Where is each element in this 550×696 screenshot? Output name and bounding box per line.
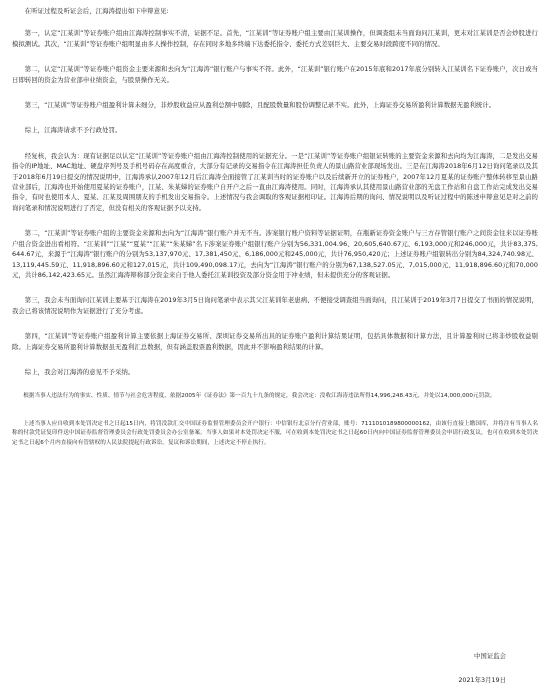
argument-second-paragraph: 第二，认定“江某训”等证券账户组资金主要来源和去向为“江海涛”银行账户与事实不符。此外，“江某训”银行账户在2015年底和2017年底分别转入江某训名下证券账户，次日或当日即转回的资金为营业部申业绩资金，与股票操作无关。 <box>12 65 538 84</box>
spacer <box>12 136 538 151</box>
argument-third-paragraph: 第三，“江某训”等证券账户组盈利计算未细分，非炒股收益应从盈利总额中剔除，且配股数量和股份调整记录不实。此外，上海证券交易所盈利计算数据无盈利统计。 <box>24 101 496 110</box>
spacer <box>12 49 538 64</box>
spacer <box>12 85 538 100</box>
spacer <box>12 316 538 331</box>
spacer <box>12 402 538 420</box>
spacer <box>12 16 538 28</box>
spacer <box>12 280 538 295</box>
review-first-paragraph: 经复核，我会认为：现有证据足以认定“江某训”等证券账户组由江海涛控制使用的证据充分。一是“江某训”等证券账户组银证转账的主要资金来源和去向均为江海涛，二是发出交易指令的IP地址、MAC地址、硬盘序列号及手机号码存在高度重合，大部分有记录的交易指令在江海涛担任负责人的景山路营业部现场发出。三是在江海涛2018年6月12日询问笔录以及其于2018年6月19日提交的情况说明中，江海涛承认2007年12月后江海涛全面接管了江某训当时的证券账户以及后续新开立的证券账户，2007年12月夏某的证券账户整体转移至景山路营业部后，江海涛也开始使用夏某的证券账户，江某、朱某娣的证券账户自开户之后一直由江海涛使用。同时，江海涛承认其使用景山路营业部的无盘工作站和自盘工作站完成发出交易指令，有时也使用本人、夏某、江某及周围朋友的手机发出交易指令。上述情况与我会调取的客观证据相印证。江海涛后期的询问、情况说明以及听证过程中的陈述申辩意见是对之前的询问笔录和情况说明进行了否定，但没有相关的客观证据予以支持。 <box>12 151 538 212</box>
spacer <box>12 110 538 125</box>
issuer-name: 中国证监会 <box>474 652 506 660</box>
argument-first-paragraph: 第一，认定“江某训”等证券账户组由江海涛控制事实不清，证据不足。首先，“江某训”等证券账户组主要由江某训操作，但调查组未当面询问江某训，更未对江某训是否会炒股进行模拟测试。其次，“江某训”等证券账户组明显由多人操作控制，存在同时多地多终端下达委托指令、委托方式差别巨大、主要交易时段跨度不同的情况。 <box>12 29 538 48</box>
intro-paragraph: 在听证过程及听证会后，江海涛提出如下申辩意见: <box>24 7 169 15</box>
spacer <box>12 377 538 392</box>
review-third-paragraph: 第三，我会未当面询问江某训主要基于江海涛在2019年3月5日询问笔录中表示其父江某训年老患病、不便接受调查组当面询问，且江某训于2019年3月7日提交了书面的情况说明，我会已将该情况说明作为证据进行了充分考虑。 <box>12 296 538 315</box>
review-fourth-paragraph: 第四，“江某训”等证券账户组盈利计算主要依据上海证券交易所、深圳证券交易所出具的证券账户盈利计算结果证明，包括具体数据和计算方法，且计算盈利时已将非炒股收益剔除。上海证券交易所盈利计算数据虽无盈利汇总数据，但有涵盖股票盈利数据，因此并不影响盈利结果的计算。 <box>12 332 538 351</box>
penalty-decision-paragraph: 根据当事人违法行为的事实、性质、情节与社会危害程度，依据2005年《证券法》第一百九十九条的规定，我会决定：没收江海涛违法所得14,996,248.43元，并处以14,000,000元罚款。 <box>23 393 496 400</box>
payment-instructions-paragraph: 上述当事人应自收到本处罚决定书之日起15日内，将罚没款汇交中国证券监督管理委员会开户银行：中信银行北京分行营业部，账号：7111010189800000162，由该行直接上缴国库，并将注有当事人名称的付款凭证复印件送中国证券监督管理委员会行政处罚委员会办公室备案。当事人如果对本处罚决定不服，可在收到本处罚决定书之日起60日内向中国证券监督管理委员会申请行政复议，也可在收到本处罚决定书之日起6个月内直接向有管辖权的人民法院提起行政诉讼。复议和诉讼期间，上述决定不停止执行。 <box>12 420 538 446</box>
review-second-paragraph: 第二，“江某训”等证券账户组的主要资金来源和去向为“江海涛”银行账户并无不当。涉案银行账户资料等证据证明，在瓶新证券资金账户与三方存管银行账户之间资金往来以证券账户组合资金进出看相符。“江某训”“江某”“夏某”“江某”“朱某娣”名下涉案证券账户组银行账户分别为56,331,004.96、20,605,640.67元、6,193,000元和246,000元，共计83,375,644.67元，来源于“江海涛”银行账户的分别为53,137,970元、17,381,450元、6,186,000元和245,000元，共计76,950,420元；上述证券账户组银转出分别为84,324,740.98元、13,119,445.59元、11,918,896.60元和127,015元，共计109,490,098.17元，去向为“江海涛”银行账户的分别为67,138,527.05元、7,015,000元、11,918,896.60元和70,000元，共计86,142,423.65元。虽然江海涛辩称部分资金来自于他人委托江某训投资及部分资金用于冲业绩，但未提供充分的客观证据。 <box>12 229 538 279</box>
conclusion-paragraph: 综上，我会对江海涛的意见不予采纳。 <box>24 367 135 376</box>
issue-date: 2021年3月19日 <box>458 676 506 684</box>
spacer <box>12 352 538 367</box>
spacer <box>12 213 538 228</box>
request-paragraph: 综上，江海涛请求不予行政处罚。 <box>24 126 122 135</box>
